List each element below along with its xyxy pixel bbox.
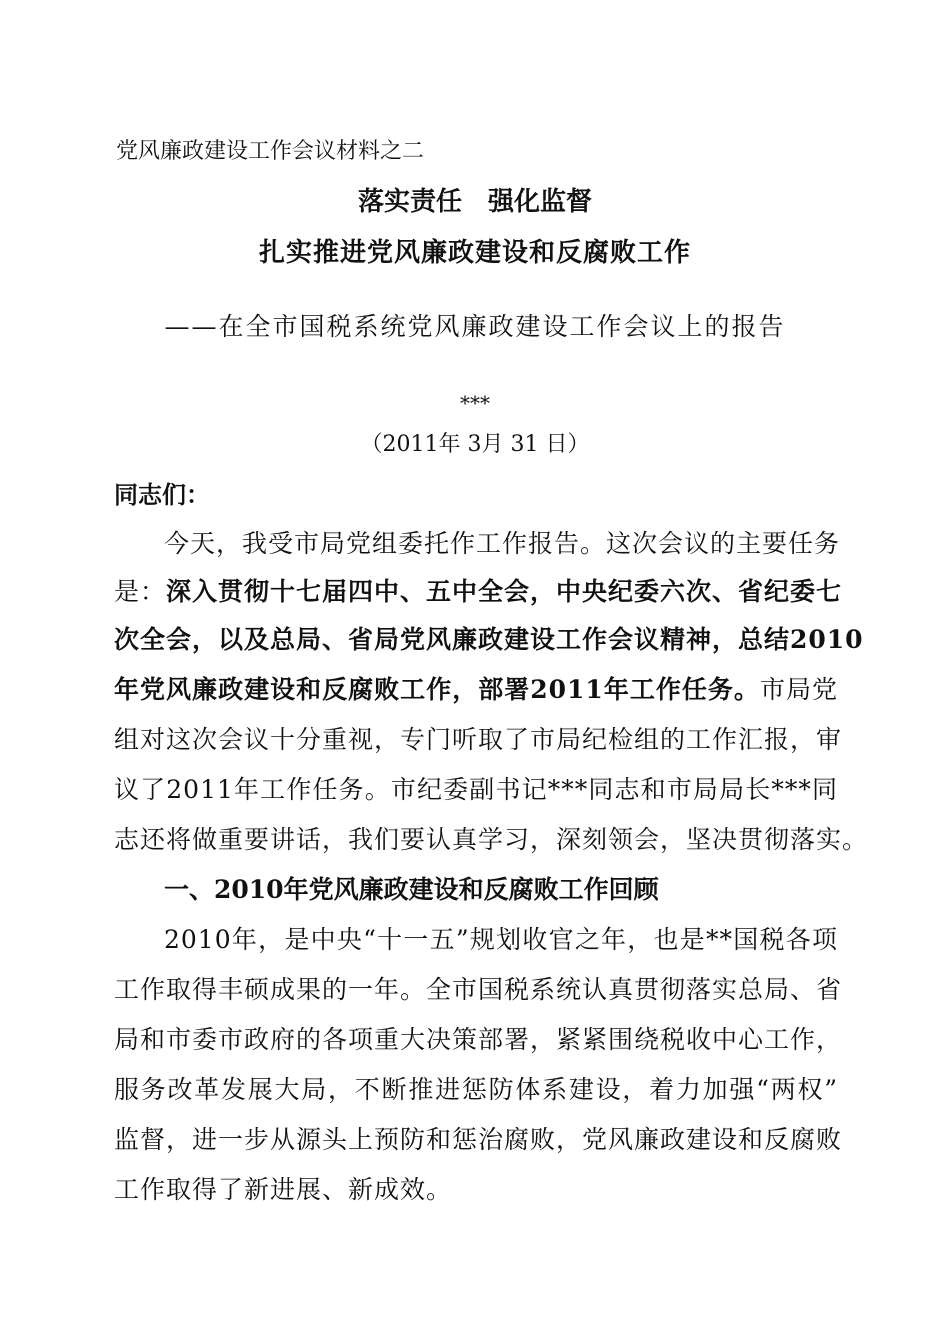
report-date: （2011年 3月 31 日） (360, 432, 590, 457)
paragraph-2-line: 监督，进一步从源头上预防和惩治腐败，党风廉政建设和反腐败 (114, 1125, 843, 1154)
paragraph-1-emphasis: 年党风廉政建设和反腐败工作，部署2011年工作任务。 (114, 675, 760, 704)
paragraph-1-line: 今天，我受市局党组委托作工作报告。这次会议的主要任务 (164, 529, 841, 558)
paragraph-1-line (114, 574, 843, 610)
paragraph-2-line: 工作取得丰硕成果的一年。全市国税系统认真贯彻落实总局、省 (114, 975, 843, 1004)
paragraph-1-line: 组对这次会议十分重视，专门听取了市局纪检组的工作汇报，审 (114, 725, 843, 754)
paragraph-1-line: 志还将做重要讲话，我们要认真学习，深刻领会，坚决贯彻落实。 (114, 825, 869, 854)
paragraph-2-line: 服务改革发展大局，不断推进惩防体系建设，着力加强“两权” (114, 1075, 838, 1104)
paragraph-2-line: 工作取得了新进展、新成效。 (114, 1175, 453, 1204)
report-subtitle: ——在全市国税系统党风廉政建设工作会议上的报告 (164, 312, 786, 341)
paragraph-1-text: 市局党 (759, 675, 838, 704)
salutation: 同志们： (114, 480, 210, 509)
paragraph-1-line: 议了2011年工作任务。市纪委副书记***同志和市局局长***同 (114, 775, 838, 804)
report-title-line-2: 扎实推进党风廉政建设和反腐败工作 (258, 238, 691, 268)
paragraph-1-line (114, 672, 838, 708)
author: *** (460, 391, 490, 415)
paragraph-1-text: 是： (114, 577, 167, 606)
report-title-line-1: 落实责任 强化监督 (357, 187, 592, 217)
section-1-heading: 一、2010年党风廉政建设和反腐败工作回顾 (164, 875, 659, 904)
paragraph-1-line: 次全会，以及总局、省局党风廉政建设工作会议精神，总结2010 (114, 625, 864, 654)
series-label: 党风廉政建设工作会议材料之二 (116, 139, 425, 164)
paragraph-1-emphasis: 深入贯彻十七届四中、五中全会，中央纪委六次、省纪委七 (166, 577, 843, 606)
paragraph-2-line: 2010年，是中央“十一五”规划收官之年，也是**国税各项 (164, 925, 838, 954)
paragraph-2-line: 局和市委市政府的各项重大决策部署，紧紧围绕税收中心工作， (114, 1025, 843, 1054)
